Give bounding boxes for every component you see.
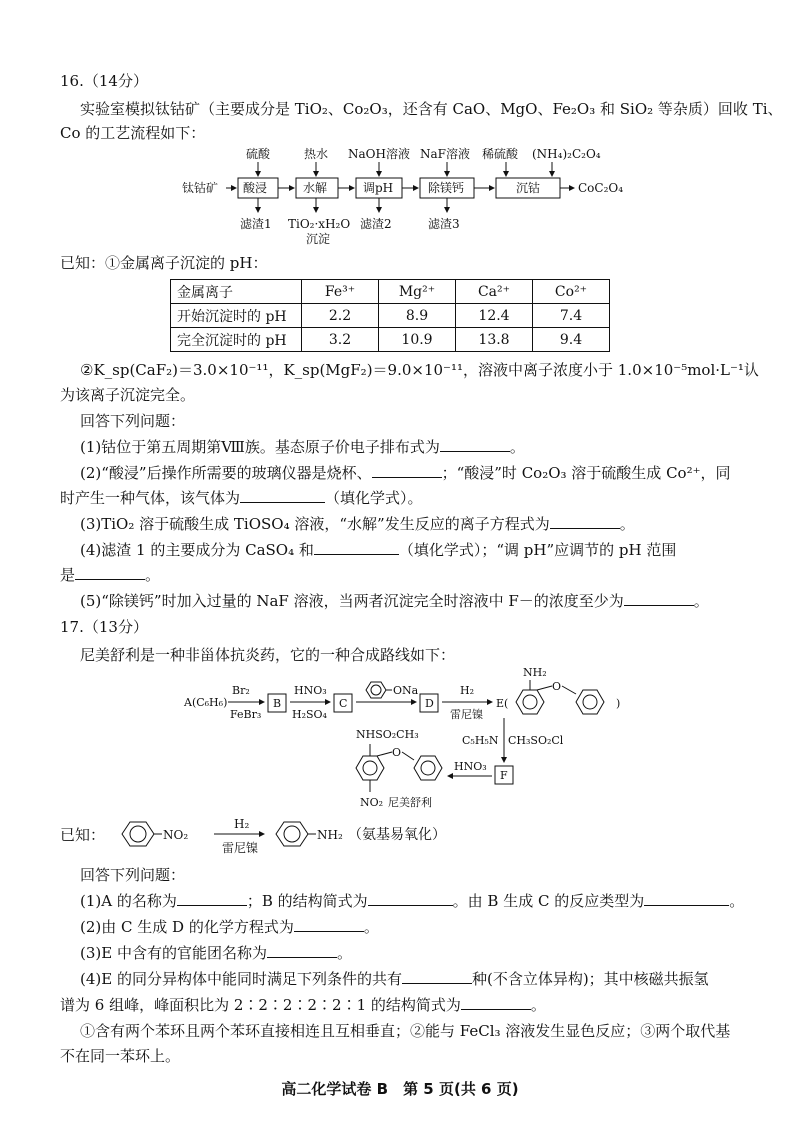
q17-sub3-text: (3)E 中含有的官能团名称为	[80, 944, 267, 962]
known-reaction	[108, 814, 528, 856]
q16-sub4-text: (4)滤渣 1 的主要成分为 CaSO₄ 和	[80, 541, 314, 559]
q16-intro-line1: 实验室模拟钛钴矿（主要成分是 TiO₂、Co₂O₃，还含有 CaO、MgO、Fe₂O₃ 和 SiO₂ 等杂质）回收 Ti、	[80, 100, 783, 118]
punct: 。	[729, 892, 745, 910]
table-row	[171, 328, 610, 352]
q16-known1: 已知：①金属离子沉淀的 pH：	[60, 254, 268, 272]
answer-blank[interactable]	[402, 969, 472, 984]
q16-sub4-text: （填化学式）；“调 pH”应调节的 pH 范围	[398, 541, 677, 559]
q17-sub2-text: (2)由 C 生成 D 的化学方程式为	[80, 918, 294, 936]
punct: 。	[509, 438, 525, 456]
e-nh2: NH₂	[523, 666, 547, 679]
answer-blank[interactable]	[314, 540, 399, 555]
table-cell: 13.8	[456, 328, 533, 352]
residue-tio2: TiO₂·xH₂O	[288, 217, 351, 231]
q17-sub3	[80, 940, 770, 966]
flow-step-remove-mgca: 除镁钙	[428, 181, 465, 195]
reagent-dilute-sulfuric: 稀硫酸	[482, 147, 519, 161]
punct: 。	[145, 566, 161, 584]
product-name: 尼美舒利	[388, 796, 432, 809]
table-cell: 2.2	[302, 304, 379, 328]
known-h2: H₂	[234, 817, 250, 831]
q17-conditions-line2: 不在同一苯环上。	[60, 1047, 181, 1065]
compound-b: B	[273, 697, 282, 710]
reagent-raney: 雷尼镍	[450, 708, 483, 721]
answer-blank[interactable]	[294, 917, 364, 932]
residue-3: 滤渣3	[428, 217, 460, 231]
q17-answer-prompt: 回答下列问题：	[80, 866, 186, 884]
compound-e: E(	[496, 697, 509, 710]
q16-known2-line1: ②K_sp(CaF₂)＝3.0×10⁻¹¹，K_sp(MgF₂)＝9.0×10⁻¹¹，溶液中离子浓度小于 1.0×10⁻⁵mol·L⁻¹认	[80, 361, 759, 379]
reagent-ch3so2cl: CH₃SO₂Cl	[508, 734, 564, 747]
q16-known2-line2: 为该离子沉淀完全。	[60, 386, 196, 404]
reagent-oxalate: (NH₄)₂C₂O₄	[532, 147, 601, 161]
answer-blank[interactable]	[177, 891, 247, 906]
q16-sub4-text: 是	[60, 566, 76, 584]
known-note: （氨基易氧化）	[348, 827, 446, 843]
table-header-cell: Co²⁺	[533, 280, 610, 304]
answer-blank[interactable]	[267, 943, 337, 958]
q16-process-flow	[160, 140, 680, 250]
product-nhso2ch3: NHSO₂CH₃	[356, 728, 419, 741]
product-no2: NO₂	[360, 796, 384, 809]
punct: 。	[619, 515, 635, 533]
q17-sub2	[80, 914, 770, 940]
compound-a: A(C₆H₆)	[184, 696, 228, 709]
svg-text:O: O	[552, 680, 562, 693]
q16-sub2-text: （填化学式）。	[325, 489, 423, 507]
compound-e-close: )	[616, 697, 621, 710]
q16-header: 16.（14分）	[60, 72, 148, 90]
flow-step-adjust-ph: 调pH	[363, 181, 394, 195]
table-cell: 开始沉淀时的 pH	[171, 304, 302, 328]
answer-blank[interactable]	[372, 463, 442, 478]
answer-blank[interactable]	[440, 437, 510, 452]
table-cell: 3.2	[302, 328, 379, 352]
q17-sub4-text: 谱为 6 组峰，峰面积比为 2∶2∶2∶2∶2∶1 的结构简式为	[60, 996, 461, 1014]
q16-sub2	[80, 460, 770, 486]
q16-sub2-text: 时产生一种气体，该气体为	[60, 489, 241, 507]
answer-blank[interactable]	[550, 514, 620, 529]
punct: 。	[693, 592, 709, 610]
ion-ph-table	[170, 279, 610, 352]
q17-conditions-line1: ①含有两个苯环且两个苯环直接相连且互相垂直；②能与 FeCl₃ 溶液发生显色反应；③两个取代基	[80, 1022, 731, 1040]
table-cell: 12.4	[456, 304, 533, 328]
table-cell: 8.9	[379, 304, 456, 328]
known-no2: NO₂	[163, 828, 189, 842]
reagent-hot-water: 热水	[304, 147, 329, 161]
q17-known: 已知：	[60, 826, 106, 844]
reagent-ona: ONa	[393, 684, 419, 697]
q17-intro: 尼美舒利是一种非甾体抗炎药，它的一种合成路线如下：	[80, 646, 456, 664]
known-nh2: NH₂	[317, 828, 343, 842]
punct: 。	[530, 996, 546, 1014]
q17-sub1	[80, 888, 770, 914]
q16-sub5	[80, 588, 770, 614]
reagent-naoh: NaOH溶液	[348, 147, 410, 161]
svg-text:O: O	[392, 746, 402, 759]
q16-answer-prompt: 回答下列问题：	[80, 412, 186, 430]
table-cell: 完全沉淀时的 pH	[171, 328, 302, 352]
q17-sub1-text: (1)A 的名称为	[80, 892, 177, 910]
table-header-cell: Fe³⁺	[302, 280, 379, 304]
residue-1: 滤渣1	[240, 217, 272, 231]
q16-sub2-text: (2)“酸浸”后操作所需要的玻璃仪器是烧杯、	[80, 464, 372, 482]
reagent-h2: H₂	[460, 684, 475, 697]
q16-intro-line2: Co 的工艺流程如下：	[60, 124, 206, 142]
answer-blank[interactable]	[75, 565, 145, 580]
answer-blank[interactable]	[644, 891, 729, 906]
flow-start: 钛钴矿	[182, 181, 219, 195]
q17-header: 17.（13分）	[60, 618, 148, 636]
reagent-br2: Br₂	[232, 684, 250, 697]
reagent-naf: NaF溶液	[420, 147, 470, 161]
punct: 。	[336, 944, 352, 962]
residue-2: 滤渣2	[360, 217, 392, 231]
flow-step-precipitate-co: 沉钴	[516, 181, 541, 195]
table-header-cell: Mg²⁺	[379, 280, 456, 304]
residue-precipitate: 沉淀	[306, 232, 331, 246]
compound-c: C	[339, 697, 348, 710]
reagent-hno3: HNO₃	[294, 684, 327, 697]
q16-sub2-text: ；“酸浸”时 Co₂O₃ 溶于硫酸生成 Co²⁺，同	[441, 464, 731, 482]
known-raney: 雷尼镍	[222, 841, 259, 855]
table-header-cell: Ca²⁺	[456, 280, 533, 304]
answer-blank[interactable]	[461, 995, 531, 1010]
q16-sub4	[80, 537, 770, 563]
q16-sub3	[80, 511, 770, 537]
flow-step-acid-leach: 酸浸	[243, 181, 268, 195]
q16-sub1	[80, 434, 770, 460]
q16-sub4-cont	[60, 562, 750, 588]
table-cell: 9.4	[533, 328, 610, 352]
answer-blank[interactable]	[624, 591, 694, 606]
compound-d: D	[425, 697, 434, 710]
reagent-hno3-2: HNO₃	[454, 760, 487, 773]
answer-blank[interactable]	[240, 488, 325, 503]
reagent-sulfuric: 硫酸	[246, 147, 271, 161]
page-footer: 高二化学试卷 B 第 5 页(共 6 页)	[281, 1080, 519, 1098]
punct: 。	[363, 918, 379, 936]
reagent-h2so4: H₂SO₄	[292, 708, 327, 721]
table-cell: 10.9	[379, 328, 456, 352]
q17-sub1-text: 。由 B 生成 C 的反应类型为	[452, 892, 645, 910]
q17-sub4-text: (4)E 的同分异构体中能同时满足下列条件的共有	[80, 970, 402, 988]
compound-f: F	[500, 769, 508, 782]
reagent-c5h5n: C₅H₅N	[462, 734, 499, 747]
table-cell: 7.4	[533, 304, 610, 328]
flow-step-hydrolysis: 水解	[303, 181, 328, 195]
q17-sub4	[80, 966, 770, 992]
q16-sub2-cont	[60, 485, 750, 511]
table-row	[171, 304, 610, 328]
synthesis-route	[170, 660, 690, 820]
reagent-febr3: FeBr₃	[230, 708, 262, 721]
q17-sub4-cont	[60, 992, 750, 1018]
q16-sub5-text: (5)“除镁钙”时加入过量的 NaF 溶液，当两者沉淀完全时溶液中 F－的浓度至少为	[80, 592, 624, 610]
answer-blank[interactable]	[368, 891, 453, 906]
q17-sub1-text: ；B 的结构简式为	[246, 892, 368, 910]
table-header-row	[171, 280, 610, 304]
table-header-cell: 金属离子	[171, 280, 302, 304]
q16-sub3-text: (3)TiO₂ 溶于硫酸生成 TiOSO₄ 溶液，“水解”发生反应的离子方程式为	[80, 515, 550, 533]
q17-sub4-text: 种(不含立体异构)；其中核磁共振氢	[471, 970, 709, 988]
flow-product: CoC₂O₄	[578, 181, 624, 195]
q16-sub1-text: (1)钴位于第五周期第Ⅷ族。基态原子价电子排布式为	[80, 438, 440, 456]
